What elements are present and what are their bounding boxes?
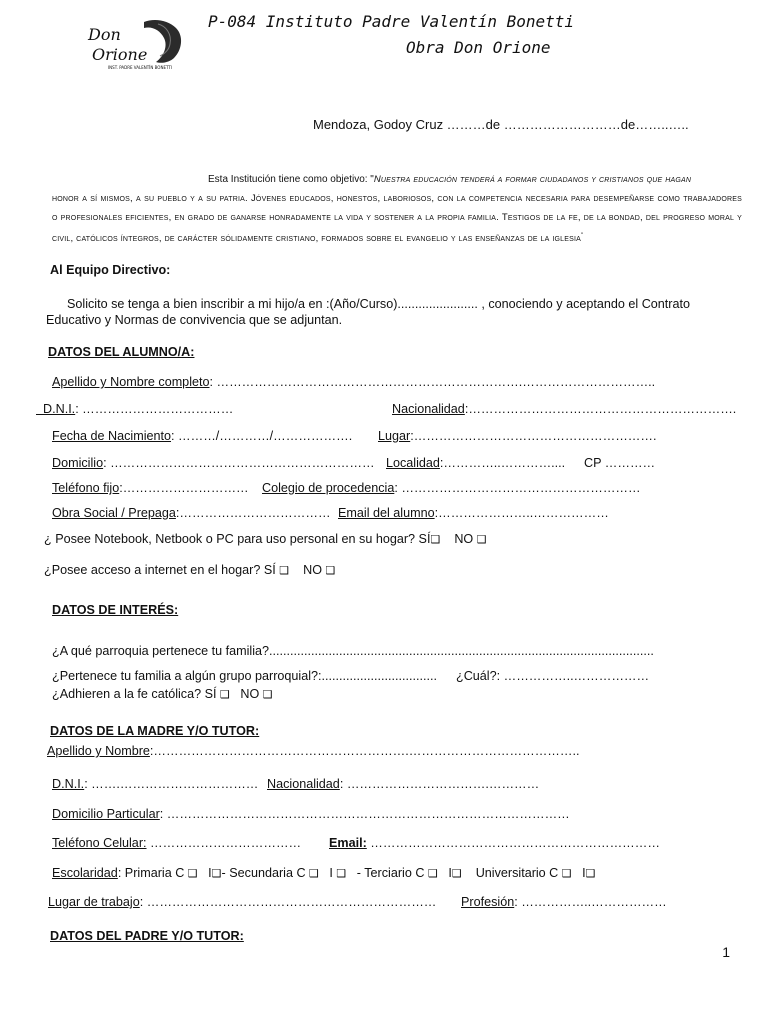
student-locality-dots: :…………..…………....: [439, 456, 566, 470]
mother-email-field[interactable]: [329, 836, 660, 850]
student-nationality-field[interactable]: [392, 402, 736, 416]
student-email-field[interactable]: [338, 506, 609, 520]
mother-nationality-label: Nacionalidad: [267, 777, 340, 791]
student-place-dots: :………………………………………………….: [410, 429, 657, 443]
catholic-yes-checkbox[interactable]: ❑: [220, 689, 230, 701]
secondary-label: - Secundaria C: [221, 866, 306, 880]
student-name-label: Apellido y Nombre completo: [52, 375, 210, 389]
notebook-question: [44, 532, 487, 546]
parish-question[interactable]: ¿A qué parroquia pertenece tu familia?..............................................................................................................: [52, 644, 654, 658]
student-birth-field[interactable]: [52, 429, 352, 443]
notebook-no-label: NO: [454, 532, 474, 546]
father-section-heading: DATOS DEL PADRE Y/O TUTOR:: [50, 929, 244, 943]
student-dni-label-text: D.N.I.: [43, 402, 76, 416]
mother-profession-label: Profesión: [461, 895, 515, 909]
internet-question: [44, 563, 335, 577]
student-address-label: Domicilio: [52, 456, 104, 470]
svg-text:INST. PADRE VALENTÍN BONETTI: INST. PADRE VALENTÍN BONETTI: [108, 65, 172, 70]
mother-name-field[interactable]: [47, 744, 580, 758]
secondary-complete-checkbox[interactable]: ❑: [309, 868, 319, 880]
primary-label: : Primaria C: [117, 866, 185, 880]
objective-lead: Esta Institución tiene como objetivo: ": [208, 174, 374, 185]
don-orione-logo-icon: [84, 16, 196, 72]
mother-profession-field[interactable]: [461, 895, 667, 909]
university-incomplete-checkbox[interactable]: ❑: [585, 868, 596, 880]
internet-question-text: ¿Posee acceso a internet en el hogar? SÍ: [44, 563, 276, 577]
student-place-field[interactable]: [378, 429, 657, 443]
objective-line1: Nuestra educación tenderá a formar ciudadanos y cristianos que hagan: [373, 174, 692, 185]
mother-cell-field[interactable]: [52, 836, 301, 850]
document-title: P-084 Instituto Padre Valentín Bonetti: [208, 12, 575, 31]
tertiary-label: - Terciario C: [356, 866, 425, 880]
primary-incomplete-checkbox[interactable]: ❑: [211, 868, 222, 880]
internet-yes-checkbox[interactable]: ❑: [279, 565, 290, 577]
mother-cell-label: Teléfono Celular:: [52, 836, 147, 850]
place-date-line: Mendoza, Godoy Cruz ………de ………………………de……..…..: [313, 117, 689, 132]
school-logo: [84, 16, 196, 72]
mother-name-label: Apellido y Nombre: [47, 744, 150, 758]
mother-address-field[interactable]: [52, 807, 570, 821]
primary-incomplete-label: I: [208, 866, 212, 880]
student-name-field[interactable]: [52, 375, 655, 389]
mother-work-field[interactable]: [48, 895, 436, 909]
mother-work-dots: : ……………………………………………………………: [139, 895, 437, 909]
page-number: 1: [722, 944, 730, 960]
request-line2: Educativo y Normas de convivencia que se adjuntan.: [46, 313, 343, 327]
mother-section-heading: DATOS DE LA MADRE Y/O TUTOR:: [50, 724, 260, 738]
mother-nationality-field[interactable]: [267, 777, 539, 791]
student-cp-field[interactable]: CP …………: [584, 456, 656, 470]
student-insurance-dots: :………………………………: [175, 506, 331, 520]
student-locality-field[interactable]: [386, 456, 565, 470]
objective-footnote: ": [581, 233, 584, 239]
svg-text:Don: Don: [88, 25, 121, 44]
tertiary-incomplete-label: I: [448, 866, 452, 880]
student-section-heading: DATOS DEL ALUMNO/A:: [48, 345, 195, 359]
catholic-question: [52, 687, 273, 701]
student-nationality-dots: :……………………………………………………….: [464, 402, 737, 416]
primary-complete-checkbox[interactable]: ❑: [187, 868, 198, 880]
student-nationality-label: Nacionalidad: [392, 402, 465, 416]
catholic-no-label: NO: [240, 687, 260, 701]
student-phone-dots: :…………………………: [119, 481, 249, 495]
request-paragraph: [46, 296, 732, 328]
internet-no-label: NO: [303, 563, 322, 577]
student-locality-label: Localidad: [386, 456, 440, 470]
request-line1: Solicito se tenga a bien inscribir a mi hijo/a en :(Año/Curso)....................... , conociendo y aceptando el Contrato: [67, 297, 691, 311]
tertiary-incomplete-checkbox[interactable]: ❑: [451, 868, 462, 880]
student-school-field[interactable]: [262, 481, 641, 495]
mother-name-dots: :…………………………………………………….…………………………………..: [149, 744, 580, 758]
student-dni-dots: : ………………………………: [75, 402, 234, 416]
secondary-incomplete-label: I: [329, 866, 333, 880]
student-address-dots: : ………………………………………………………: [103, 456, 375, 470]
notebook-yes-checkbox[interactable]: ❑: [430, 534, 441, 546]
internet-no-checkbox[interactable]: ❑: [325, 565, 336, 577]
mother-dni-field[interactable]: [52, 777, 258, 791]
mother-schooling-label: Escolaridad: [52, 866, 118, 880]
student-dni-label: [36, 402, 75, 416]
secondary-incomplete-checkbox[interactable]: ❑: [336, 868, 347, 880]
objective-body: honor a sí mismos, a su pueblo y a su patria. Jóvenes educados, honestos, laboriosos, con la competencia necesaria para desempeñarse como trabajadores o profesionales eficientes, en grado de ganarse honradamente la vida y sostener a la propia familia. Testigos de la fe, de la bondad, del progreso moral y civil, católicos íntegros, de carácter sólidamente cristiano, formados sobre el evangelio y las enseñanzas de la iglesia: [52, 193, 742, 245]
mother-address-label: Domicilio Particular: [52, 807, 160, 821]
student-birth-dots: : ………/…………/……………….: [171, 429, 353, 443]
interest-section-heading: DATOS DE INTERÉS:: [52, 603, 179, 617]
student-place-label: Lugar: [378, 429, 411, 443]
objective-text: [52, 189, 742, 248]
svg-text:Orione: Orione: [92, 45, 148, 64]
mother-email-label: Email:: [329, 836, 367, 850]
student-insurance-field[interactable]: [52, 506, 331, 520]
greeting: Al Equipo Directivo:: [50, 263, 171, 277]
mother-address-dots: : ……………………………………………………………………………………: [159, 807, 570, 821]
parish-group-which[interactable]: ¿Cuál?: ……………..………………: [456, 669, 650, 683]
mother-dni-label: D.N.I.: [52, 777, 85, 791]
institution-objective: [52, 170, 742, 248]
parish-group-question[interactable]: ¿Pertenece tu familia a algún grupo parroquial?:.................................: [52, 669, 437, 683]
student-birth-label: Fecha de Nacimiento: [52, 429, 172, 443]
student-name-dots: : ……………………………………………………………….…………………………..: [209, 375, 656, 389]
student-school-dots: : …………………………………………………: [394, 481, 641, 495]
notebook-no-checkbox[interactable]: ❑: [476, 534, 487, 546]
student-insurance-label: Obra Social / Prepaga: [52, 506, 176, 520]
catholic-question-text: ¿Adhieren a la fe católica? SÍ: [52, 687, 217, 701]
student-email-label: Email del alumno: [338, 506, 435, 520]
university-complete-checkbox[interactable]: ❑: [561, 868, 572, 880]
university-label: Universitario C: [475, 866, 559, 880]
catholic-no-checkbox[interactable]: ❑: [262, 689, 273, 701]
mother-profession-dots: : ……………..………………: [514, 895, 667, 909]
student-dni-field[interactable]: [36, 402, 233, 416]
student-email-dots: :…………………..………………: [434, 506, 609, 520]
student-phone-field[interactable]: [52, 481, 249, 495]
student-phone-label: Teléfono fijo: [52, 481, 120, 495]
mother-dni-dots: : …….……………………………: [84, 777, 259, 791]
mother-nationality-dots: : …………………………….…………: [339, 777, 540, 791]
university-incomplete-label: I: [582, 866, 586, 880]
mother-schooling-field: [52, 866, 596, 880]
tertiary-complete-checkbox[interactable]: ❑: [427, 868, 438, 880]
student-school-label: Colegio de procedencia: [262, 481, 395, 495]
mother-work-label: Lugar de trabajo: [48, 895, 140, 909]
notebook-question-text: ¿ Posee Notebook, Netbook o PC para uso personal en su hogar? SÍ: [44, 532, 431, 546]
student-address-field[interactable]: [52, 456, 375, 470]
mother-email-dots: ……………………………………………………………: [366, 836, 660, 850]
mother-cell-dots: ………………………………: [146, 836, 302, 850]
document-subtitle: Obra Don Orione: [406, 38, 551, 57]
